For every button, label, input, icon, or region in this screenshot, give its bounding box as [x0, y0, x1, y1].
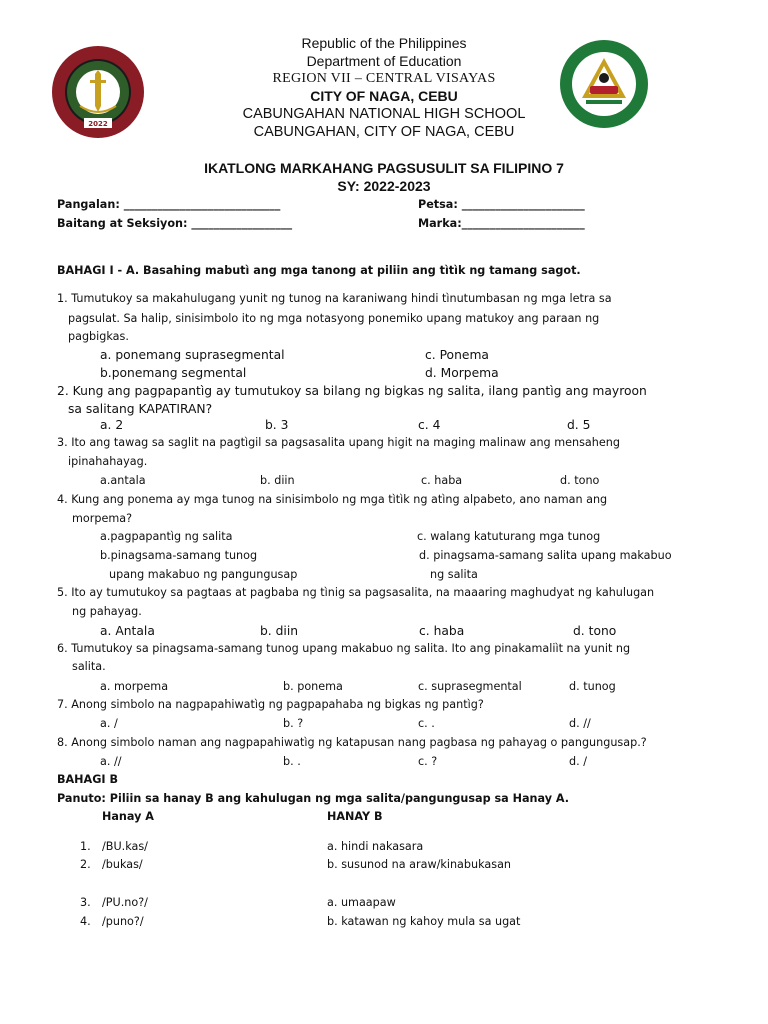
question-3-text-2: ipinahahayag. — [68, 455, 148, 468]
q6-choice-d: d. tunog — [569, 680, 616, 693]
q3-choice-a: a.antala — [100, 474, 146, 487]
q7-choice-a: a. / — [100, 717, 118, 730]
q6-choice-b: b. ponema — [283, 680, 343, 693]
match-item-1-num: 1. — [80, 840, 91, 853]
q1-choice-d: d. Morpema — [425, 366, 499, 380]
bahagi-b-panuto: Panuto: Piliin sa hanay B ang kahulugan ng mga salita/pangungusap sa Hanay A. — [57, 792, 569, 805]
q4-choice-c: c. walang katuturang mga tunog — [417, 530, 601, 543]
q3-choice-b: b. diin — [260, 474, 295, 487]
q4-choice-a: a.pagpapantìg ng salita — [100, 530, 233, 543]
q6-choice-c: c. suprasegmental — [418, 680, 522, 693]
question-5-text: 5. Ito ay tumutukoy sa pagtaas at pagbaba ng tìnig sa pagsasalita, na maaaring maghudyat ng kahulugan — [57, 586, 655, 599]
question-6-text-2: salita. — [72, 660, 106, 673]
question-3-text: 3. Ito ang tawag sa saglit na pagtìgil sa pagsasalita upang higit na maging malinaw ang mensaheng — [57, 436, 620, 449]
q4-choice-d-cont: ng salita — [430, 568, 478, 581]
match-item-2-b: b. susunod na araw/kinabukasan — [327, 858, 512, 871]
header-city: CITY OF NAGA, CEBU — [310, 88, 458, 104]
q6-choice-a: a. morpema — [100, 680, 169, 693]
match-item-3-a: /PU.no?/ — [102, 896, 148, 909]
q4-choice-d: d. pinagsama-samang salita upang makabuo — [419, 549, 672, 562]
bahagi1-instruction: BAHAGI I - A. Basahing mabutì ang mga tanong at piliin ang tìtìk ng tamang sagot. — [57, 264, 581, 277]
header-department: Department of Education — [306, 53, 462, 69]
q3-choice-d: d. tono — [560, 474, 600, 487]
q7-choice-d: d. // — [569, 717, 591, 730]
q8-choice-b: b. . — [283, 755, 301, 768]
hanay-a-header: Hanay A — [102, 810, 154, 823]
q2-choice-d: d. 5 — [567, 418, 591, 432]
match-item-4-b: b. katawan ng kahoy mula sa ugat — [327, 915, 521, 928]
header-republic: Republic of the Philippines — [301, 35, 467, 51]
question-2-text: 2. Kung ang pagpapantìg ay tumutukoy sa bilang ng bigkas ng salita, ilang pantìg ang mayroon — [57, 384, 647, 398]
q8-choice-d: d. / — [569, 755, 587, 768]
question-1-text: 1. Tumutukoy sa makahulugang yunit ng tunog na karaniwang hindi tìnutumbasan ng mga letra sa — [57, 292, 612, 305]
q8-choice-a: a. // — [100, 755, 122, 768]
q1-choice-a: a. ponemang suprasegmental — [100, 348, 285, 362]
header-school: CABUNGAHAN NATIONAL HIGH SCHOOL — [242, 106, 526, 122]
field-petsa: Petsa: ______________________ — [418, 198, 585, 211]
question-5-text-2: ng pahayag. — [72, 605, 142, 618]
question-4-text: 4. Kung ang ponema ay mga tunog na sinisimbolo ng mga tìtìk ng atìng alpabeto, ano naman ang — [57, 493, 608, 506]
question-1-text-2: pagsulat. Sa halip, sinisimbolo ito ng mga notasyong ponemiko upang matukoy ang paraan ng — [68, 312, 600, 325]
school-year: SY: 2022-2023 — [337, 178, 431, 194]
q1-choice-c: c. Ponema — [425, 348, 489, 362]
q5-choice-a: a. Antala — [100, 624, 155, 638]
question-4-text-2: morpema? — [72, 512, 133, 525]
q5-choice-d: d. tono — [573, 624, 617, 638]
q8-choice-c: c. ? — [418, 755, 438, 768]
header-region: REGION VII – CENTRAL VISAYAS — [272, 71, 496, 86]
field-baitang: Baitang at Seksiyon: __________________ — [57, 217, 293, 230]
match-item-1-b: a. hindi nakasara — [327, 840, 424, 853]
q5-choice-b: b. diin — [260, 624, 299, 638]
field-marka: Marka:______________________ — [418, 217, 585, 230]
q4-choice-b: b.pinagsama-samang tunog — [100, 549, 258, 562]
question-8-text: 8. Anong simbolo naman ang nagpapahiwatìg ng katapusan nang pagbasa ng pahayag o pangungusap.? — [57, 736, 647, 749]
exam-title: IKATLONG MARKAHANG PAGSUSULIT SA FILIPINO 7 — [204, 160, 564, 176]
q1-choice-b: b.ponemang segmental — [100, 366, 247, 380]
question-7-text: 7. Anong simbolo na nagpapahiwatìg ng pagpapahaba ng bigkas ng pantìg? — [57, 698, 484, 711]
match-item-3-b: a. umaapaw — [327, 896, 396, 909]
match-item-1-a: /BU.kas/ — [102, 840, 148, 853]
q7-choice-b: b. ? — [283, 717, 304, 730]
logo-year: 2022 — [88, 120, 108, 128]
question-2-text-2: sa salitang KAPATIRAN? — [68, 402, 213, 416]
hanay-b-header: HANAY B — [327, 810, 383, 823]
question-6-text: 6. Tumutukoy sa pinagsama-samang tunog upang makabuo ng salita. Ito ang pinakamaliìt na yunit ng — [57, 642, 631, 655]
match-item-4-a: /puno?/ — [102, 915, 144, 928]
bahagi-b-title: BAHAGI B — [57, 773, 118, 786]
match-item-4-num: 4. — [80, 915, 91, 928]
q5-choice-c: c. haba — [419, 624, 465, 638]
question-1-text-3: pagbigkas. — [68, 330, 129, 343]
match-item-2-a: /bukas/ — [102, 858, 143, 871]
q7-choice-c: c. . — [418, 717, 435, 730]
header-address: CABUNGAHAN, CITY OF NAGA, CEBU — [253, 124, 515, 140]
q4-choice-b-cont: upang makabuo ng pangungusap — [109, 568, 298, 581]
q2-choice-a: a. 2 — [100, 418, 124, 432]
q2-choice-b: b. 3 — [265, 418, 289, 432]
match-item-3-num: 3. — [80, 896, 91, 909]
match-item-2-num: 2. — [80, 858, 91, 871]
field-pangalan: Pangalan: ____________________________ — [57, 198, 281, 211]
q2-choice-c: c. 4 — [418, 418, 441, 432]
q3-choice-c: c. haba — [421, 474, 463, 487]
